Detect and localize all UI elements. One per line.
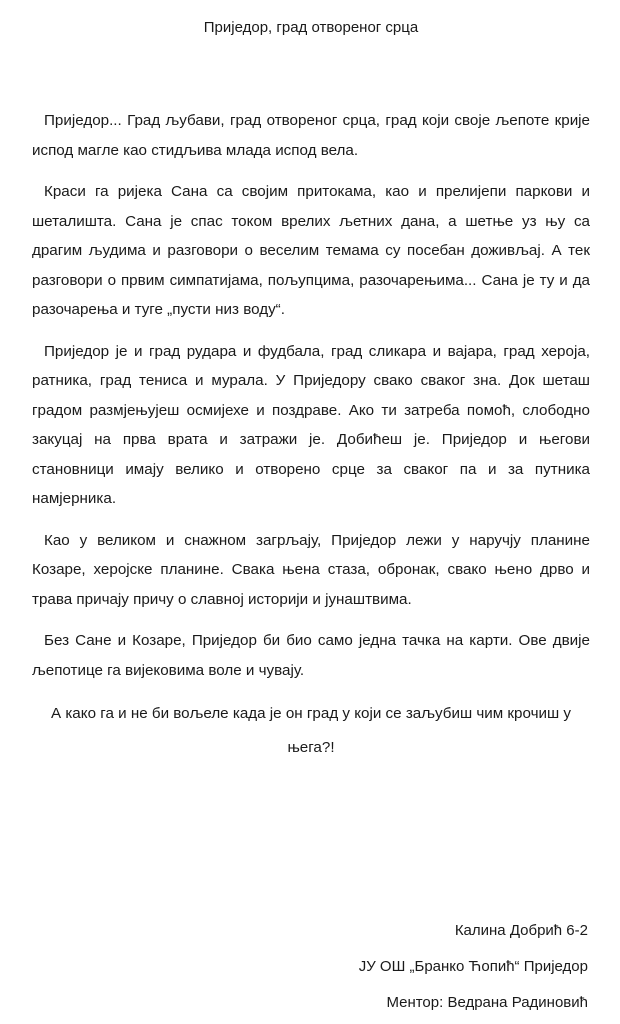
document-title: Приједор, град отвореног срца [203,19,419,36]
paragraph-4: Као у великом и снажном загрљају, Приједор лежи у наручју планине Козаре, херојске планине. Свака њена стаза, обронак, свако њено дрво и трава причају причу о славној историји и јунаштвима. [32,531,590,608]
signature-school: ЈУ ОШ „Бранко Ћопић“ Приједор [358,958,588,975]
document-body [32,106,590,765]
signature-mentor: Ментор: Ведрана Радиновић [386,994,588,1011]
paragraph-2: Краси га ријека Сана са својим притокама, као и прелијепи паркови и шеталишта. Сана је спас током врелих љетних дана, а шетње уз њу са драгим људима и разговори о веселим темама су посебан доживљај. А тек разговори о првим симпатијама, пољупцима, разочарењима... Сана је ту и да разочарења и туге „пусти низ воду“. [32,183,590,318]
paragraph-3: Приједор је и град рудара и фудбала, град сликара и вајара, град хероја, ратника, град тениса и мурала. У Приједору свако сваког зна. Док шеташ градом размјењујеш осмијехе и поздраве. Ако ти затреба помоћ, слободно закуцај на прва врата и затражи је. Добићеш је. Приједор и његови становници имају велико и отворено срце за сваког па и за путника намјерника. [32,342,590,507]
paragraph-5: Без Сане и Козаре, Приједор би био само једна тачка на карти. Ове двије љепотице га вијековима воле и чувају. [32,632,590,679]
paragraph-6: А како га и не би вољеле када је он град у који се заљубиш чим крочиш у њега?! [50,705,572,756]
paragraph-1: Приједор... Град љубави, град отвореног срца, град који своје љепоте крије испод магле као стидљива млада испод вела. [32,112,590,159]
signature-author: Калина Добрић 6-2 [454,922,588,939]
